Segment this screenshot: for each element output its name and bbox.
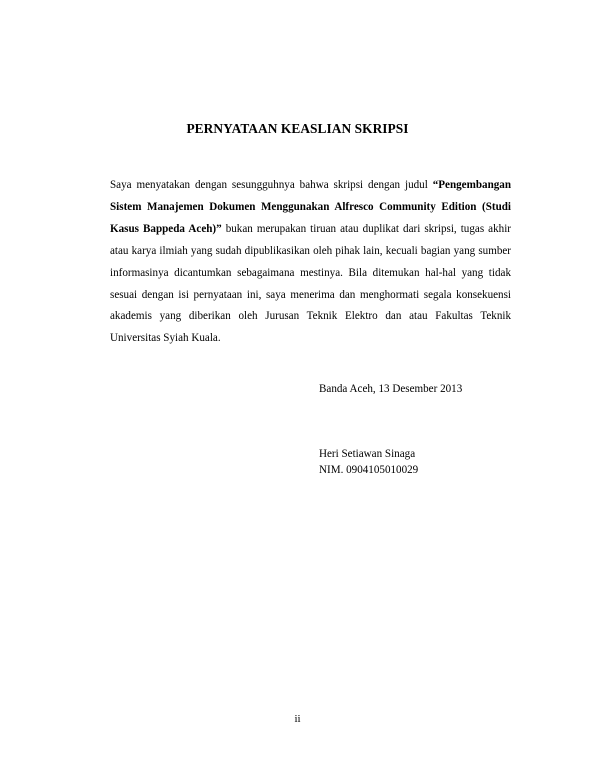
page-number: ii <box>294 713 301 725</box>
statement-body: bukan merupakan tiruan atau duplikat dari skripsi, tugas akhir atau karya ilmiah yang sudah dipublikasikan oleh pihak lain, kecuali bagian yang sumber informasinya dicantumkan sebagaimana mestinya. Bila ditemukan hal-hal yang tidak sesuai dengan isi pernyataan ini, saya menerima dan menghormati segala konsekuensi akademis yang diberikan oleh Jurusan Teknik Elektro dan atau Fakultas Teknik Universitas Syiah Kuala. <box>110 222 511 345</box>
thesis-title: “Pengembangan Sistem Manajemen Dokumen Menggunakan Alfresco Community Edition (Studi Kasus Bappeda Aceh)” <box>110 179 511 235</box>
signature-place-date: Banda Aceh, 13 Desember 2013 <box>319 383 463 395</box>
signatory-nim: NIM. 0904105010029 <box>319 464 419 476</box>
signatory-name: Heri Setiawan Sinaga <box>319 448 416 460</box>
statement-paragraph <box>110 175 511 350</box>
page-title: PERNYATAAN KEASLIAN SKRIPSI <box>186 121 409 136</box>
statement-intro: Saya menyatakan dengan sesungguhnya bahwa skripsi dengan judul <box>110 179 428 191</box>
